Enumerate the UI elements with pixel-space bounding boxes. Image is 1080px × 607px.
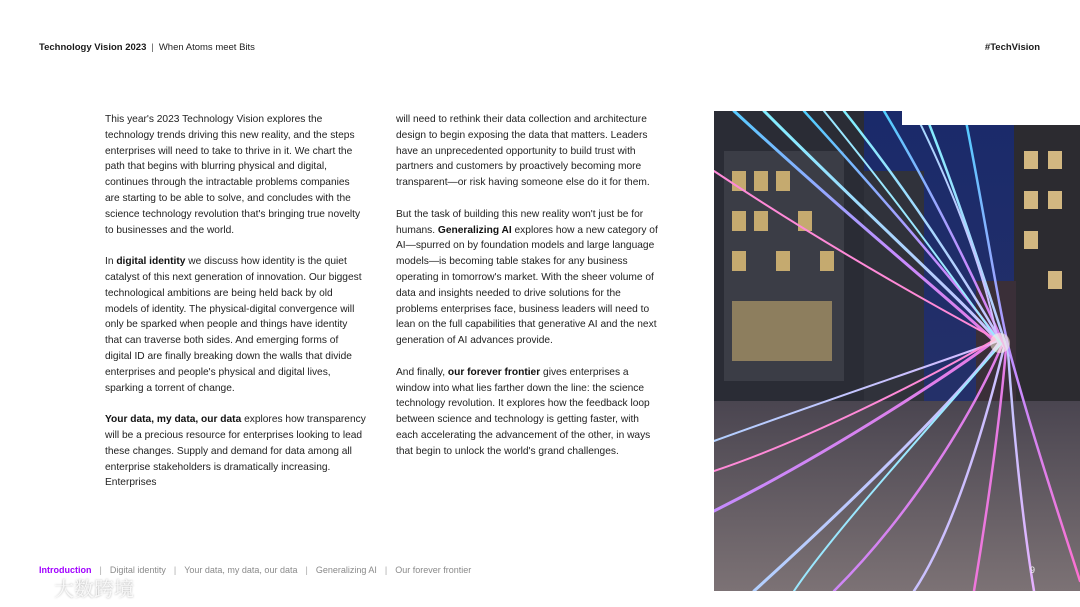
page-header (39, 42, 1040, 56)
intro-paragraph: This year's 2023 Technology Vision explores the technology trends driving this new reality, and the steps enterprises will need to take to thrive in it. We chart the path that begins with blurring physical and digital, continues through the intractable problems companies are starting to be able to solve, and concludes with the science technology revolution that's bringing true novelty to businesses and the world. (105, 114, 361, 236)
data-term: Your data, my data, our data (105, 414, 242, 426)
report-title: Technology Vision 2023 (39, 42, 147, 53)
report-subtitle: When Atoms meet Bits (158, 42, 255, 53)
nav-divider: | (305, 565, 308, 575)
generalizing-ai-paragraph: But the task of building this new reality won't just be for humans. Generalizing AI explores how a new category of AI—spurred on by foundation models and large language models—is becoming table stakes for any business operating in tomorrow's market. With the sheer volume of data and insights needed to drive solutions for the problems enterprises face, business leaders will need to lean on the full capabilities that generative AI and the next generation of AI advances provide. (396, 208, 658, 347)
nav-divider: | (99, 565, 102, 575)
forever-frontier-term: our forever frontier (447, 366, 541, 378)
digital-identity-paragraph: In digital identity we discuss how identity is the quiet catalyst of this next generation of innovation. Our biggest technological ambitions are being held back by old models of identity. The physical-digital convergence will only be sparked when people and things have identity that can traverse both sides. And emerging forms of digital ID are finally breaking down the walls that divide enterprises and people's physical and digital lives, sparking a torrent of change. (105, 256, 362, 394)
nav-item-generalizing-ai[interactable]: Generalizing AI (315, 565, 377, 575)
header-separator: | (151, 42, 154, 53)
nav-divider: | (384, 565, 388, 575)
nav-item-introduction[interactable]: Introduction (39, 565, 92, 575)
hashtag: #TechVision (984, 42, 1040, 53)
light-trails-illustration (714, 111, 1080, 591)
photo-bottom-notch (714, 591, 898, 607)
city-light-trails-photo (714, 111, 1080, 591)
nav-divider: | (173, 565, 177, 575)
watermark-text: 大数跨境 (54, 579, 134, 601)
right-text-column (396, 112, 658, 475)
generalizing-ai-term: Generalizing AI (437, 224, 512, 236)
nav-item-digital-identity[interactable]: Digital identity (109, 565, 166, 575)
left-text-column (105, 112, 367, 507)
nav-item-forever-frontier[interactable]: Our forever frontier (395, 565, 472, 575)
watermark (10, 573, 134, 602)
page-number: 9 (1030, 565, 1036, 575)
data-continued-paragraph: will need to rethink their data collection and architecture design to begin exposing the data that matters. Leaders have an unprecedented opportunity to build trust with partners and customers by proactively becoming more transparent—or risk having someone else do it for them. (396, 114, 650, 189)
photo-top-notch (902, 111, 1080, 125)
forever-frontier-paragraph: And finally, our forever frontier gives enterprises a window into what lies farther down the line: the science technology revolution. It explores how the feedback loop between science and technology is getting faster, with each accelerating the advancement of the other, in ways that begin to unlock the world's grand challenges. (396, 366, 651, 457)
digital-identity-term: digital identity (116, 256, 186, 268)
nav-item-your-data[interactable]: Your data, my data, our data (184, 565, 298, 575)
chat-bubbles-icon (10, 577, 50, 599)
data-paragraph: Your data, my data, our data explores how transparency will be a precious resource for enterprises looking to lead these changes. Supply and demand for data among all enterprise stakeholders is dramatically increasing. Enterprises (105, 414, 366, 489)
